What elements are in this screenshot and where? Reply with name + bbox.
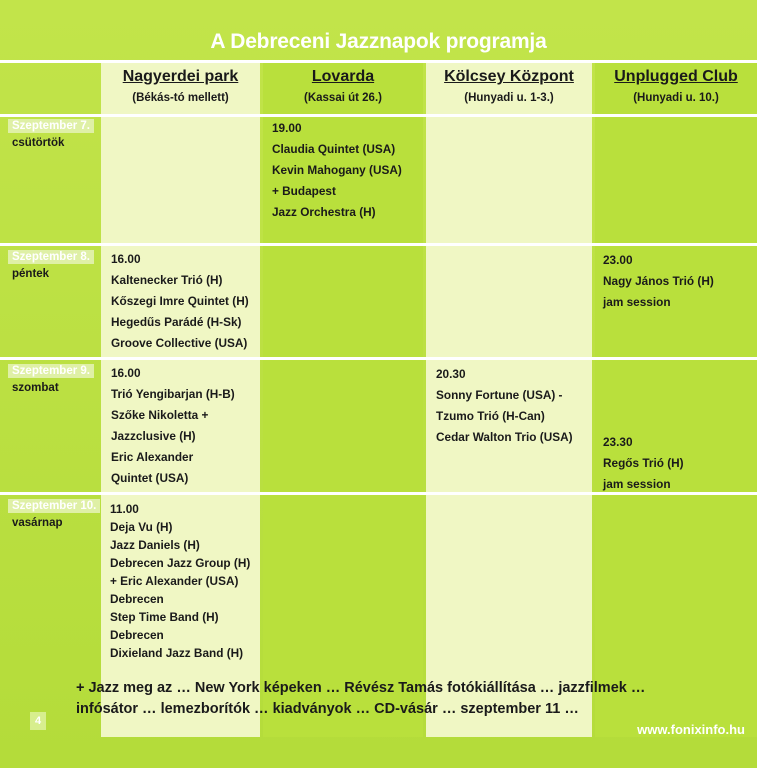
event-line: 16.00 — [111, 366, 141, 380]
venue-name: Unplugged Club — [614, 68, 738, 85]
venue-address: (Hunyadi u. 1-3.) — [464, 92, 554, 104]
venue-address: (Kassai út 26.) — [304, 92, 382, 104]
event-line: Kaltenecker Trió (H) — [111, 273, 223, 287]
event-line: Szőke Nikoletta + — [111, 408, 209, 422]
event-line: Kevin Mahogany (USA) — [272, 163, 402, 177]
event-line: Debrecen Jazz Group (H) — [110, 556, 251, 570]
event-line: Groove Collective (USA) — [111, 336, 248, 350]
venue-header-lovarda — [263, 68, 423, 104]
page-number: 4 — [30, 712, 46, 730]
event-line: 19.00 — [272, 121, 302, 135]
event-line: Deja Vu (H) — [110, 520, 173, 534]
event-sep7-lovarda — [272, 118, 402, 223]
venue-header-nagyerdei — [101, 68, 260, 104]
event-sep9-nagyerdei — [111, 363, 235, 489]
event-line: Kőszegi Imre Quintet (H) — [111, 294, 249, 308]
event-line: jam session — [603, 295, 671, 309]
day-date: Szeptember 8. — [8, 250, 94, 264]
event-line: Jazzclusive (H) — [111, 429, 196, 443]
day-weekday: szombat — [12, 382, 59, 394]
day-date: Szeptember 9. — [8, 364, 94, 378]
event-line: 16.00 — [111, 252, 141, 266]
row-divider — [0, 357, 757, 360]
footer-line: + Jazz meg az … New York képeken … Révész Tamás fotókiállítása … jazzfilmek … — [76, 680, 646, 696]
event-sep8-unplugged — [603, 250, 714, 313]
event-line: Nagy János Trió (H) — [603, 274, 714, 288]
event-line: Dixieland Jazz Band (H) — [110, 646, 244, 660]
day-label-sep9 — [8, 364, 94, 394]
event-line: Cedar Walton Trio (USA) — [436, 430, 573, 444]
event-line: Hegedűs Parádé (H-Sk) — [111, 315, 242, 329]
venue-header-kolcsey — [426, 68, 592, 104]
event-line: Step Time Band (H) — [110, 610, 219, 624]
column-bg-unplugged — [595, 62, 757, 737]
event-line: + Budapest — [272, 184, 336, 198]
day-date: Szeptember 10. — [8, 499, 100, 513]
event-line: Eric Alexander — [111, 450, 194, 464]
event-line: Debrecen — [110, 628, 164, 642]
day-weekday: vasárnap — [12, 517, 63, 529]
row-divider — [0, 243, 757, 246]
event-line: + Eric Alexander (USA) — [110, 574, 239, 588]
row-divider — [0, 114, 757, 117]
event-sep9-kolcsey — [436, 364, 573, 448]
day-label-sep8 — [8, 250, 94, 280]
event-line: Sonny Fortune (USA) - — [436, 388, 563, 402]
day-weekday: csütörtök — [12, 137, 65, 149]
event-line: Debrecen — [110, 592, 164, 606]
day-weekday: péntek — [12, 268, 50, 280]
event-line: 23.30 — [603, 435, 633, 449]
venue-address: (Hunyadi u. 10.) — [633, 92, 719, 104]
venue-name: Nagyerdei park — [122, 68, 239, 85]
venue-name: Kölcsey Központ — [444, 68, 574, 85]
event-sep10-nagyerdei — [110, 500, 250, 662]
event-line: 11.00 — [110, 502, 139, 516]
day-label-sep10 — [8, 499, 100, 529]
footer-note — [76, 678, 676, 720]
venue-address: (Békás-tó mellett) — [132, 92, 229, 104]
event-line: 23.00 — [603, 253, 633, 267]
watermark: www.fonixinfo.hu — [637, 722, 745, 737]
event-line: 20.30 — [436, 367, 466, 381]
event-line: Tzumo Trió (H-Can) — [436, 409, 545, 423]
event-line: Jazz Orchestra (H) — [272, 205, 376, 219]
day-date: Szeptember 7. — [8, 119, 94, 133]
event-line: Quintet (USA) — [111, 471, 189, 485]
venue-name: Lovarda — [311, 68, 375, 85]
event-sep8-nagyerdei — [111, 249, 249, 354]
page-title: A Debreceni Jazznapok programja — [210, 30, 547, 53]
event-line: Regős Trió (H) — [603, 456, 684, 470]
event-sep9-unplugged — [603, 432, 684, 495]
event-line: Trió Yengibarjan (H-B) — [111, 387, 235, 401]
event-line: jam session — [603, 477, 671, 491]
footer-line: infósátor … lemezborítók … kiadványok … CD-vásár … szeptember 11 … — [76, 701, 579, 717]
header-divider — [0, 60, 757, 63]
day-label-sep7 — [8, 119, 94, 149]
venue-header-unplugged — [595, 68, 757, 104]
event-line: Jazz Daniels (H) — [110, 538, 200, 552]
event-line: Claudia Quintet (USA) — [272, 142, 396, 156]
